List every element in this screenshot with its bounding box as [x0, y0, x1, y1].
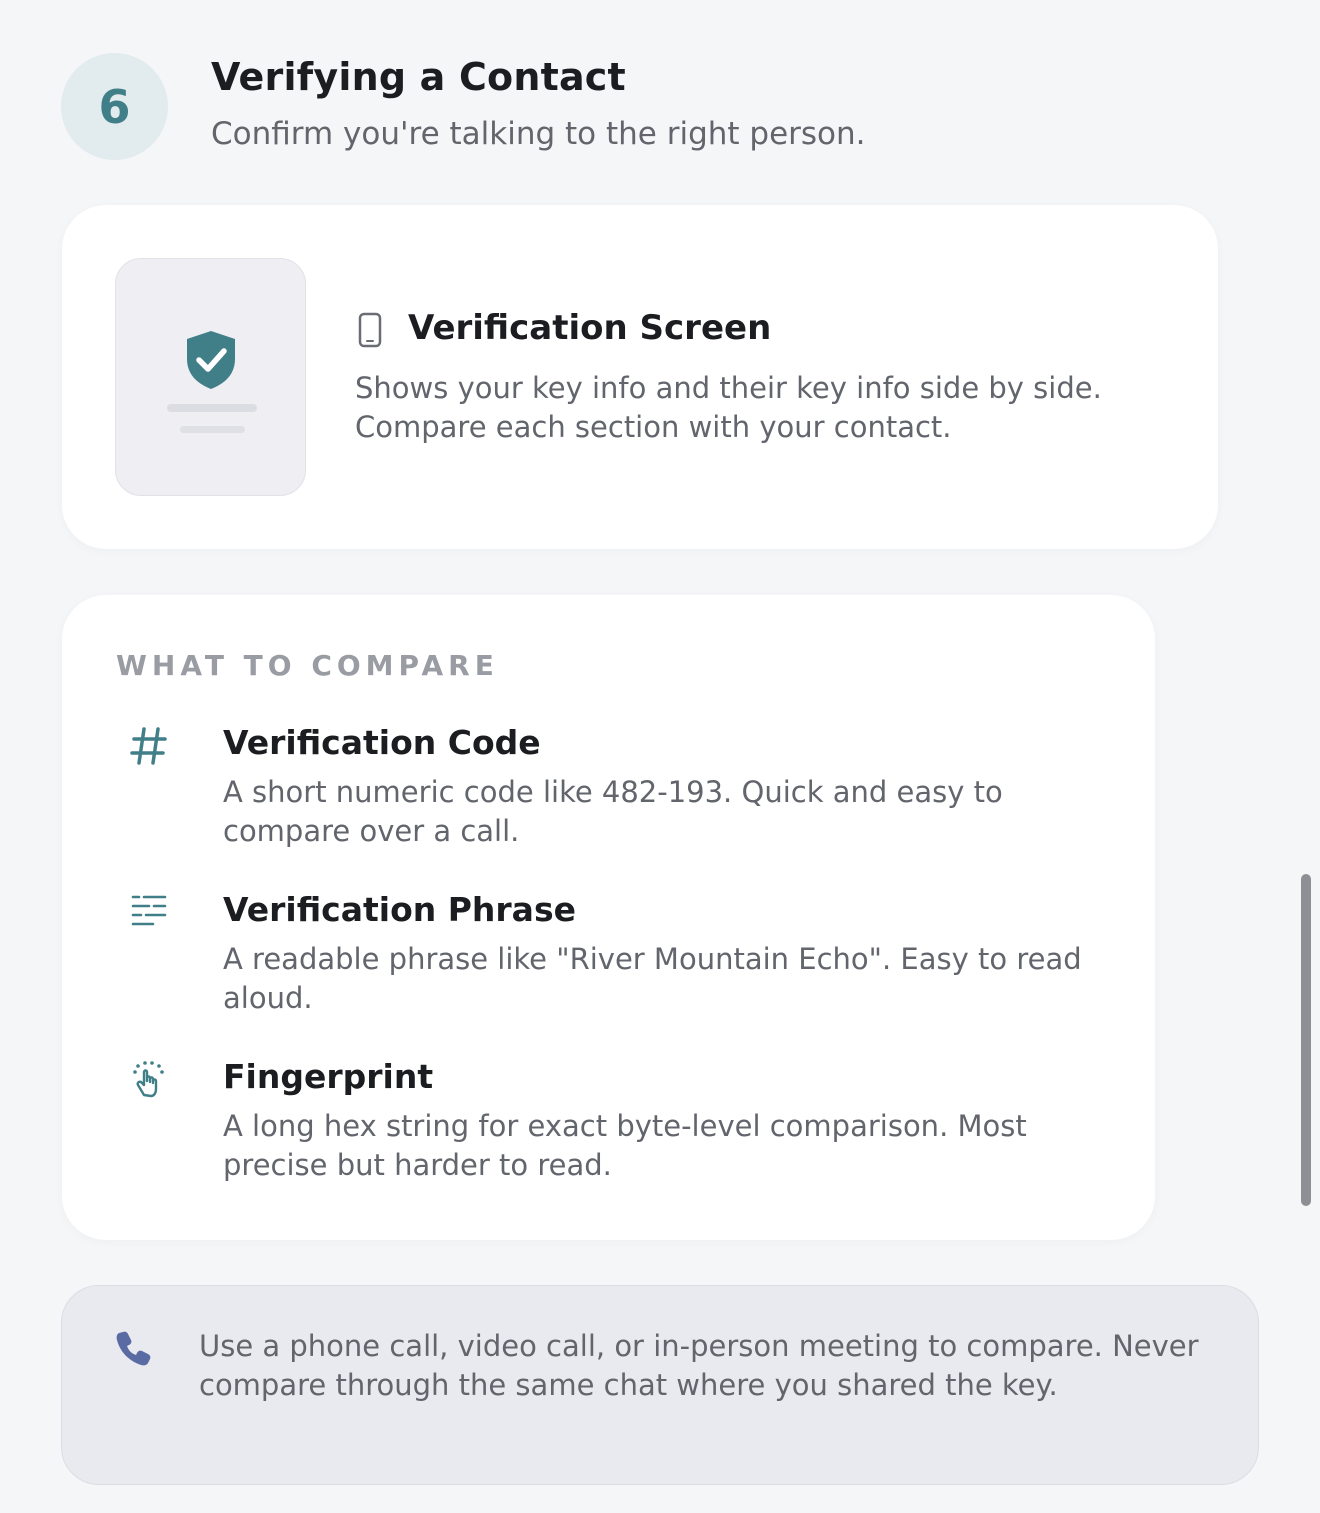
- shield-check-icon: [184, 329, 238, 391]
- what-to-compare-label: WHAT TO COMPARE: [116, 649, 499, 682]
- section-title: Verifying a Contact: [211, 55, 626, 99]
- section-subtitle: Confirm you're talking to the right person.: [211, 116, 866, 152]
- placeholder-line: [180, 426, 245, 433]
- phone-icon: [358, 312, 382, 348]
- phone-call-icon: [114, 1329, 152, 1367]
- placeholder-line: [167, 404, 257, 412]
- vertical-scrollbar[interactable]: [1301, 874, 1311, 1206]
- compare-tip-box: [61, 1285, 1259, 1485]
- compare-item-title: Fingerprint: [223, 1057, 434, 1096]
- compare-item-title: Verification Phrase: [223, 890, 576, 929]
- hash-icon: [128, 725, 170, 767]
- verification-screen-illustration: [115, 258, 306, 496]
- compare-item-title: Verification Code: [223, 723, 541, 762]
- compare-tip-text: Use a phone call, video call, or in-person meeting to compare. Never compare through the same chat where you shared the key.: [199, 1329, 1199, 1402]
- verification-screen-title: Verification Screen: [408, 308, 772, 348]
- verification-screen-card: [62, 205, 1218, 549]
- touch-id-icon: [128, 1059, 170, 1101]
- text-lines-icon: [128, 890, 170, 932]
- what-to-compare-card: [62, 595, 1155, 1240]
- compare-item-description: A readable phrase like "River Mountain Echo". Easy to read aloud.: [223, 942, 1082, 1015]
- step-number-badge: 6: [61, 53, 168, 160]
- compare-item-description: A short numeric code like 482-193. Quick and easy to compare over a call.: [223, 775, 1003, 848]
- verification-screen-description: Shows your key info and their key info side by side. Compare each section with your contact.: [355, 371, 1102, 444]
- compare-item-description: A long hex string for exact byte-level comparison. Most precise but harder to read.: [223, 1109, 1027, 1182]
